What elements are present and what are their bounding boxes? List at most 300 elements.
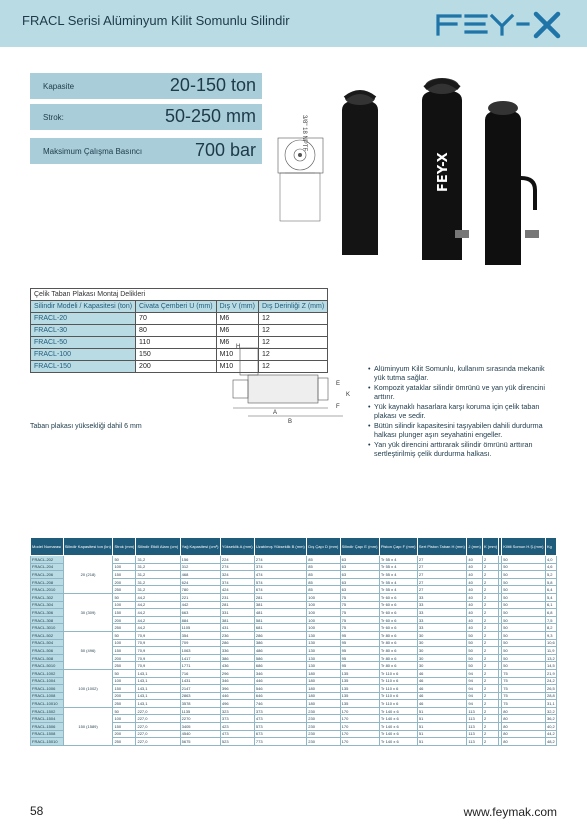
cell-value: 94 [467,692,483,700]
spec-table-header [31,538,557,556]
base-plate-note: Taban plakası yüksekliği dahil 6 mm [30,423,142,430]
cell-value: 230 [307,707,340,715]
cell-value: 227,0 [136,730,180,738]
cell-value: 50 [467,662,483,670]
cell-value: 250 [113,662,136,670]
cell-value: 2 [482,685,498,693]
cell-value: 4,0 [545,556,556,564]
cell-value: 63 [340,578,379,586]
cell-value: 46 [417,677,466,685]
cell-value: 27 [417,563,466,571]
cell-value: 200 [113,578,136,586]
cell-model: FRACL-20 [31,313,136,325]
cell-value: 250 [113,586,136,594]
cell-value: 27 [417,571,466,579]
cell-value: 250 [113,700,136,708]
cell-value: 586 [254,654,306,662]
cell-value: 236 [220,631,254,639]
cell-value: 373 [220,715,254,723]
cell-value: 373 [254,707,306,715]
cell-value: 30 [417,631,466,639]
cell-value: Tr 55 x 4 [379,571,417,579]
cell-value: 1063 [180,647,220,655]
cell-value: 230 [307,738,340,746]
feature-item: • Yük kaynaklı hasarlara karşı koruma için çelik taban plakası ve sedir. [368,402,548,420]
cell-value: 40 [467,616,483,624]
table-row [31,325,328,337]
cell-value: 40 [467,586,483,594]
table-row [31,669,557,677]
cell-value: 85 [307,571,340,579]
cell-model: FRACL-508 [31,654,64,662]
cell-value: 468 [180,571,220,579]
cell-value: 44,2 [136,616,180,624]
cell-value: 2 [482,563,498,571]
cell-value: 573 [254,723,306,731]
cell-value: 50 [502,571,546,579]
cell-value: 75 [340,609,379,617]
cell-value: 336 [220,647,254,655]
cell-value: 281 [254,593,306,601]
cell-value: 143,1 [136,700,180,708]
cell-value: 113 [467,723,483,731]
cell-value: 231 [220,593,254,601]
cell-value: Tr 80 x 6 [379,662,417,670]
spec-value: 700 bar [194,140,256,160]
column-header: Dış V (mm) [216,301,258,313]
cell-model: FRACL-306 [31,609,64,617]
cell-model: FRACL-1006 [31,685,64,693]
cell-value: 40,2 [546,723,555,729]
cell-value: 110 [136,337,217,349]
cell-value: 250 [113,738,136,746]
page-title: FRACL Serisi Alüminyum Kilit Somunlu Silindir [22,13,290,28]
cell-value: 150 [113,647,136,655]
cell-value: 50 [113,556,136,564]
cell-value: 473 [254,715,306,723]
cell-value: 48,2 [546,739,555,745]
cell-value: Tr 55 x 4 [379,578,417,586]
cell-value: 4540 [180,730,220,738]
cell-value: 30 [417,639,466,647]
cell-value: Tr 60 x 6 [379,593,417,601]
cell-value: 143,1 [136,669,180,677]
cell-value: 100 [113,601,136,609]
cell-model: FRACL-208 [31,578,64,586]
dim-label: E [336,381,341,387]
cell-value: Tr 140 x 6 [379,723,417,731]
cell-value: 80 [502,723,546,731]
cylinder-brand-mark: FEY-X [436,152,451,192]
spec-pressure [30,138,262,165]
cell-value: 716 [180,669,220,677]
column-header: Civata Çemberi U (mm) [136,301,217,313]
cell-value: Tr 60 x 6 [379,616,417,624]
cell-model: FRACL-3010 [31,624,64,632]
cylinder-medium [342,91,378,255]
cell-value: 36,2 [546,716,555,722]
cell-model: FRACL-504 [31,639,64,647]
cell-value: 113 [467,730,483,738]
column-header: Silindir Çapı E (mm) [340,538,379,556]
cell-value: 3405 [180,723,220,731]
dim-label: H [236,344,241,350]
cell-value: 374 [220,578,254,586]
cell-value: 30 [417,654,466,662]
cell-value: 324 [220,571,254,579]
cell-value: 27 [417,586,466,594]
column-header: Model Numarası [31,538,64,556]
cell-value: 70,9 [136,647,180,655]
cell-value: 1135 [180,707,220,715]
cell-value: 286 [220,639,254,647]
cell-model: FRACL-15010 [31,738,64,746]
cell-value: M6 [216,325,258,337]
feature-item: • Kompozit yataklar silindir ömrünü ve yan yük direncini arttırır. [368,383,548,401]
specification-table [30,537,557,746]
cell-value: 40 [467,609,483,617]
cell-value: 95 [340,631,379,639]
cell-value: 50 [502,563,546,571]
cell-value: 50 [502,654,546,662]
column-header: Dış Derinliği Z (mm) [258,301,327,313]
cylinder-large [422,78,469,260]
cell-value: 31,2 [136,586,180,594]
cell-value: 446 [220,692,254,700]
cell-value: 709 [180,639,220,647]
cell-value: 70,9 [136,662,180,670]
cell-model: FRACL-502 [31,631,64,639]
logo-icon [430,8,570,40]
cell-value: 386 [254,639,306,647]
cell-value: 63 [340,586,379,594]
cell-value: 436 [220,662,254,670]
cell-value: 50 [502,624,546,632]
cell-value: 130 [307,647,340,655]
spec-table-body [31,556,557,746]
cell-value: 2 [482,654,498,662]
cell-value: 12 [258,325,327,337]
spec-capacity [30,73,262,100]
cell-value: Tr 55 x 4 [379,586,417,594]
cell-value: 780 [180,586,220,594]
cell-value: 12 [258,349,327,361]
cell-model: FRACL-1506 [31,723,64,731]
cell-value: 431 [220,624,254,632]
cell-value: 46 [417,685,466,693]
cell-value: 5,2 [545,571,556,579]
cell-value: 1417 [180,654,220,662]
top-view-drawing [278,115,323,221]
spec-value: 20-150 ton [169,75,256,95]
cell-value: 135 [340,692,379,700]
cell-value: 546 [254,685,306,693]
cell-value: 2147 [180,685,220,693]
cell-value: 50 [502,593,546,601]
cell-value: 95 [340,654,379,662]
cell-value: 2 [482,631,498,639]
cell-value: 31,2 [136,571,180,579]
cell-value: 63 [340,571,379,579]
cell-value: M10 [216,349,258,361]
cell-value: 44,2 [136,609,180,617]
column-header: K (mm) [482,538,498,556]
cell-value: 50 [467,647,483,655]
cell-value: 331 [220,609,254,617]
cell-capacity: 20 (218) [63,556,113,594]
cell-value: 51 [417,730,466,738]
cell-value: 94 [467,700,483,708]
cell-value: 2 [482,601,498,609]
cell-value: 2 [482,715,498,723]
cell-value: 274 [254,556,306,564]
cell-value: 44,2 [136,593,180,601]
cell-value: 6,1 [545,601,556,609]
cell-value: 80 [502,715,546,723]
cell-value: 2863 [180,692,220,700]
cell-value: 50 [502,639,546,647]
cell-value: 2 [482,593,498,601]
cell-value: Tr 140 x 6 [379,715,417,723]
cell-value: 113 [467,738,483,746]
cell-value: 2 [482,662,498,670]
cell-value: 44,2 [546,731,555,737]
cell-value: 150 [136,349,217,361]
cell-model: FRACL-5010 [31,662,64,670]
cell-value: 143,1 [136,692,180,700]
cell-value: 51 [417,715,466,723]
cell-value: 2 [482,669,498,677]
cell-value: 50 [113,593,136,601]
cell-value: 2 [482,586,498,594]
cell-value: 85 [307,578,340,586]
cell-value: 75 [340,601,379,609]
cell-value: 4,6 [545,563,556,571]
cell-value: 227,0 [136,723,180,731]
feature-item: • Bütün silindir kapasitesini taşıyabilen dahili durdurma halkası plunger aşırı seyahatini engeller. [368,421,548,439]
cell-value: 40 [467,578,483,586]
cell-value: 70,9 [136,631,180,639]
cell-value: 11,9 [545,647,556,655]
column-header: Kg [545,538,556,556]
dim-label: B [288,419,293,425]
brand-logo [430,8,570,40]
cell-value: 374 [254,563,306,571]
cell-value: 75 [502,677,546,685]
dim-label: K [346,392,351,398]
cell-value: 94 [467,669,483,677]
spec-value: 50-250 mm [164,106,256,126]
cell-value: 386 [220,654,254,662]
cell-value: 180 [307,677,340,685]
cell-value: 473 [220,730,254,738]
cell-value: 100 [307,624,340,632]
cell-value: Tr 110 x 6 [379,700,417,708]
cell-value: 70,9 [136,639,180,647]
cell-value: Tr 80 x 6 [379,647,417,655]
cell-value: 180 [307,669,340,677]
column-header: J (mm) [467,538,483,556]
cell-value: 100 [113,563,136,571]
cell-capacity: 100 (1002) [63,669,113,707]
cell-value: 673 [254,730,306,738]
cell-value: 40 [467,571,483,579]
table-row [31,707,557,715]
cell-value: 227,0 [136,707,180,715]
cell-value: 130 [307,631,340,639]
cell-value: 75 [340,616,379,624]
website-link[interactable]: www.feymak.com [463,805,557,819]
cell-value: 150 [113,571,136,579]
column-header: Silindir Etkili Alanı (cm) [136,538,180,556]
cell-value: 113 [467,707,483,715]
cell-value: M10 [216,361,258,373]
cell-value: 227,0 [136,738,180,746]
cell-value: 442 [180,601,220,609]
cell-value: 33 [417,593,466,601]
cell-value: 2 [482,571,498,579]
cell-value: 50 [502,578,546,586]
cell-model: FRACL-308 [31,616,64,624]
cell-value: 170 [340,715,379,723]
cell-value: 100 [307,593,340,601]
cell-value: Tr 140 x 6 [379,730,417,738]
cell-value: 24,2 [546,678,555,684]
cell-model: FRACL-100 [31,349,136,361]
cell-value: 381 [254,601,306,609]
cell-value: 200 [113,692,136,700]
cell-value: 381 [220,616,254,624]
cell-value: Tr 55 x 4 [379,556,417,564]
cell-value: 33 [417,601,466,609]
cell-value: 2270 [180,715,220,723]
cell-value: 281 [220,601,254,609]
cell-value: 135 [340,677,379,685]
cell-value: 40 [467,556,483,564]
cell-value: 2 [482,639,498,647]
cell-value: 50 [502,662,546,670]
cell-value: Tr 140 x 6 [379,707,417,715]
spec-stroke [30,104,262,131]
cell-value: 51 [417,707,466,715]
cell-model: FRACL-10010 [31,700,64,708]
cell-value: 28,8 [546,693,555,699]
cell-value: 30 [417,647,466,655]
cell-value: 75 [502,692,546,700]
cell-value: 50 [502,631,546,639]
column-header: Silindir Kapasitesi ton (kn) [63,538,113,556]
cell-value: 474 [254,571,306,579]
cell-value: 6,4 [545,586,556,594]
spec-label: Kapasite [43,82,75,91]
cell-value: 2 [482,609,498,617]
spec-label: Maksimum Çalışma Basıncı [43,147,143,156]
cell-value: 10,6 [546,640,555,646]
cell-model: FRACL-1508 [31,730,64,738]
cell-value: 170 [340,707,379,715]
cell-value: Tr 80 x 6 [379,631,417,639]
column-header: Strok (mm) [113,538,136,556]
cell-value: 50 [502,616,546,624]
cell-value: 2 [482,616,498,624]
cell-model: FRACL-506 [31,647,64,655]
dim-label: A [273,410,278,416]
cell-value: 95 [340,639,379,647]
cell-value: 75 [502,669,546,677]
feature-list [368,364,548,459]
cell-value: 230 [307,715,340,723]
cell-model: FRACL-1002 [31,669,64,677]
cell-value: 200 [113,654,136,662]
cell-value: Tr 110 x 6 [379,669,417,677]
cell-model: FRACL-1504 [31,715,64,723]
feature-item: • Alüminyum Kilit Somunlu, kullanım sırasında mekanik yük tutma sağlar. [368,364,548,382]
cell-value: 346 [254,669,306,677]
cell-value: 2 [482,647,498,655]
cell-value: 170 [340,730,379,738]
cell-value: 496 [220,700,254,708]
cell-model: FRACL-150 [31,361,136,373]
cell-value: 746 [254,700,306,708]
cell-value: 296 [220,669,254,677]
cell-value: 63 [340,563,379,571]
cell-value: 100 [113,677,136,685]
cell-value: 85 [307,563,340,571]
cell-value: 75 [502,700,546,708]
cell-model: FRACL-50 [31,337,136,349]
cell-value: 574 [254,578,306,586]
cell-value: 130 [307,639,340,647]
cell-value: 2 [482,738,498,746]
cell-value: 50 [502,556,546,564]
cell-value: 12 [258,337,327,349]
cell-value: 2 [482,677,498,685]
dim-label: F [336,404,340,410]
cell-value: 221 [180,593,220,601]
cell-capacity: 30 (309) [63,593,113,631]
column-header: Silindir Modeli / Kapasitesi (ton) [31,301,136,313]
cell-value: Tr 110 x 6 [379,692,417,700]
cell-value: 70 [136,313,217,325]
cell-value: 5675 [180,738,220,746]
cell-value: 32,2 [546,708,555,714]
cell-value: 286 [254,631,306,639]
cell-model: FRACL-2010 [31,586,64,594]
cell-value: 3578 [180,700,220,708]
cell-value: Tr 55 x 4 [379,563,417,571]
cell-value: 581 [254,616,306,624]
cell-value: Tr 60 x 6 [379,609,417,617]
cell-value: 135 [340,685,379,693]
cell-value: 150 [113,609,136,617]
cell-value: 50 [113,669,136,677]
cell-value: Tr 110 x 6 [379,685,417,693]
cell-value: Tr 80 x 6 [379,654,417,662]
cell-value: 180 [307,685,340,693]
cell-model: FRACL-1008 [31,692,64,700]
page-header [0,0,587,47]
cell-value: 230 [307,730,340,738]
cell-value: 50 [502,601,546,609]
cell-value: 1105 [180,624,220,632]
cell-value: 75 [502,685,546,693]
cell-value: 85 [307,556,340,564]
cell-value: 21,9 [546,670,555,676]
column-header: Yükseklik A (mm) [220,538,254,556]
cell-value: 424 [220,586,254,594]
cell-value: 423 [220,723,254,731]
cell-value: Tr 80 x 6 [379,639,417,647]
